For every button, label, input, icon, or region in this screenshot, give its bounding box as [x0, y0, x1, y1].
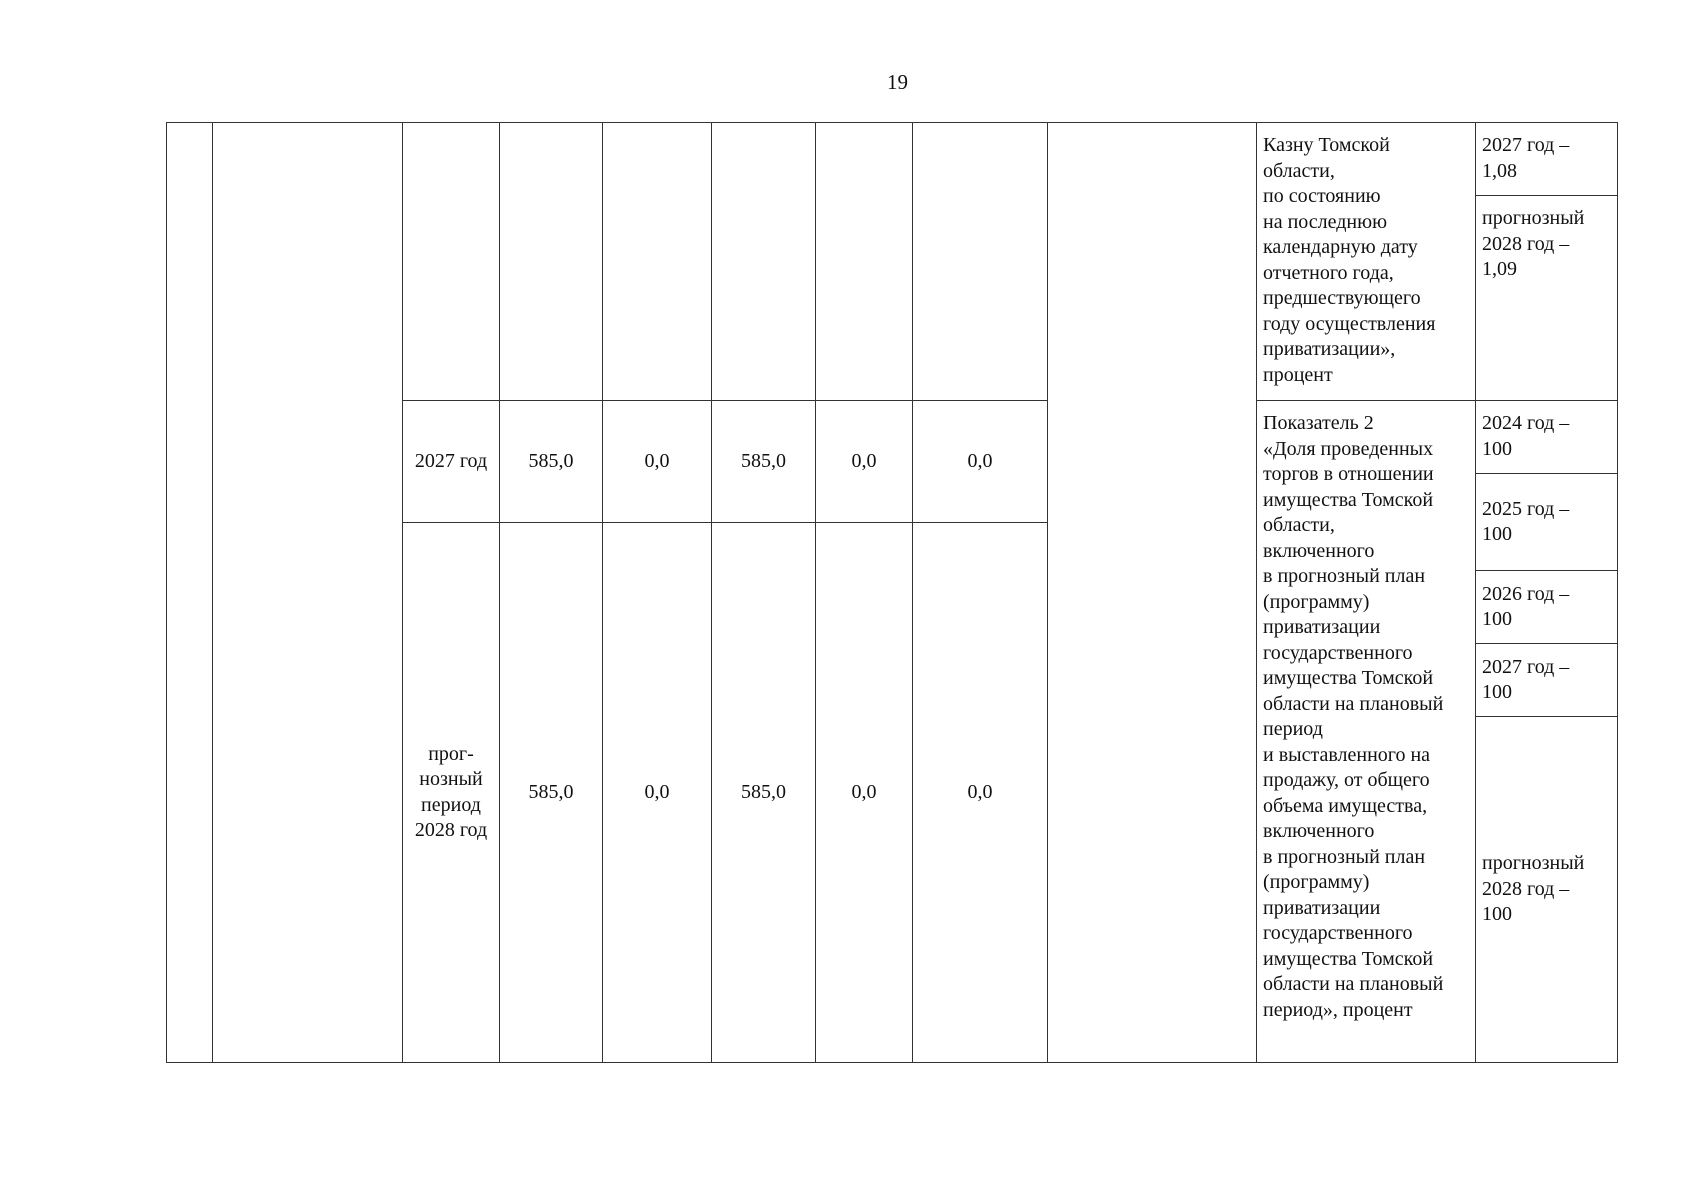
empty-col-number — [166, 122, 213, 1063]
value-2027-other: 0,0 — [912, 400, 1048, 523]
empty-value-top-4 — [815, 122, 913, 401]
empty-period-top — [402, 122, 500, 401]
value-2027-total: 585,0 — [499, 400, 603, 523]
indicator-2-target-2028: прогнозный 2028 год – 100 — [1475, 716, 1618, 1063]
empty-value-top-5 — [912, 122, 1048, 401]
indicator-2-target-2025: 2025 год – 100 — [1475, 473, 1618, 571]
indicator-1-target-2027: 2027 год – 1,08 — [1475, 122, 1618, 196]
indicator-2-target-2026: 2026 год – 100 — [1475, 570, 1618, 644]
value-2028-regional: 585,0 — [711, 522, 816, 1063]
page-number: 19 — [887, 70, 908, 94]
value-2027-federal: 0,0 — [602, 400, 712, 523]
program-table — [166, 122, 1618, 1063]
period-2027: 2027 год — [402, 400, 500, 523]
empty-col-responsible — [1047, 122, 1257, 1063]
value-2028-other: 0,0 — [912, 522, 1048, 1063]
empty-value-top-1 — [499, 122, 603, 401]
indicator-2-target-2024: 2024 год – 100 — [1475, 400, 1618, 474]
empty-value-top-3 — [711, 122, 816, 401]
value-2028-federal: 0,0 — [602, 522, 712, 1063]
indicator-2-target-2027: 2027 год – 100 — [1475, 643, 1618, 717]
empty-col-name — [212, 122, 403, 1063]
indicator-2-description: Показатель 2 «Доля проведенных торгов в отношении имущества Томской области, включенного в прогнозный план (программу) приватизации государственного имущества Томской области на плановый период и выставленного на продажу, от общего объема имущества, включенного в прогнозный план (программу) приватизации государственного имущества Томской области на плановый период», процент — [1256, 400, 1476, 1063]
value-2027-regional: 585,0 — [711, 400, 816, 523]
empty-value-top-2 — [602, 122, 712, 401]
indicator-1-description: Казну Томской области, по состоянию на последнюю календарную дату отчетного года, предшествующего году осуществления приватизации», процент — [1256, 122, 1476, 401]
value-2028-total: 585,0 — [499, 522, 603, 1063]
value-2028-local: 0,0 — [815, 522, 913, 1063]
period-forecast-2028: прог- нозный период 2028 год — [402, 522, 500, 1063]
indicator-1-target-2028: прогнозный 2028 год – 1,09 — [1475, 195, 1618, 401]
value-2027-local: 0,0 — [815, 400, 913, 523]
